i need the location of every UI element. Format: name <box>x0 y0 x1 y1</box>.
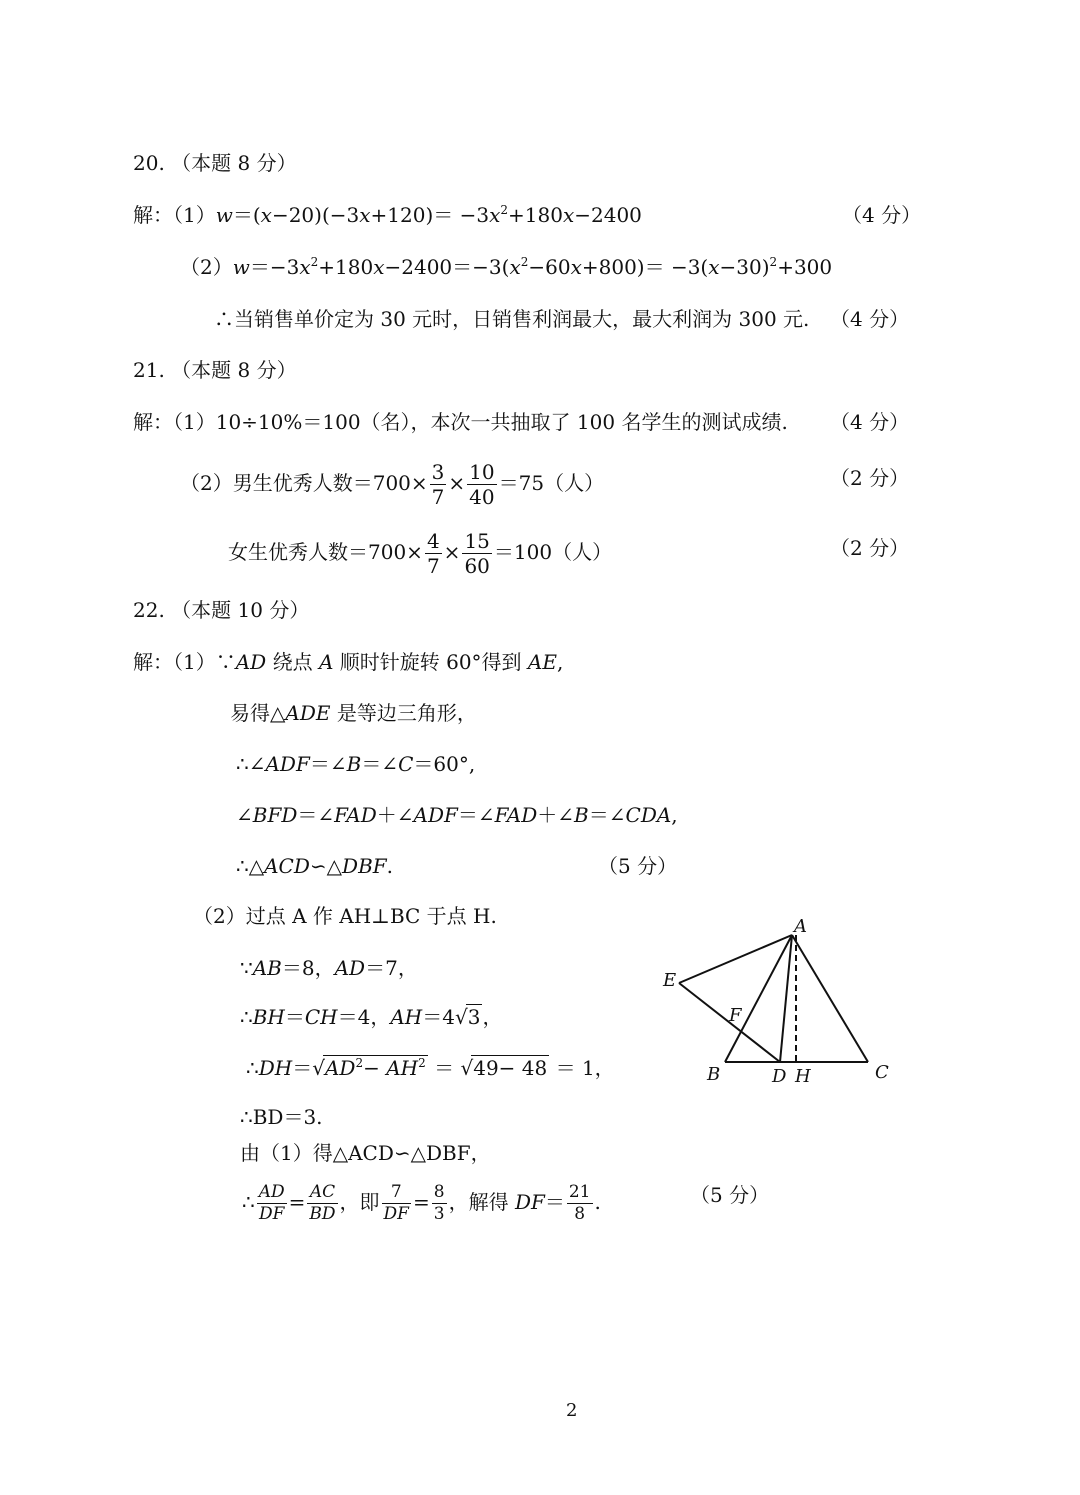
part-label: （2） <box>180 471 233 495</box>
part-label: （1） <box>173 203 216 227</box>
q21-part1 <box>133 409 788 435</box>
q20-part1: 解：$(1)w=(x-20)(-3x+120)= -3x^2+180x-2400$ <box>133 203 642 227</box>
segment-ae <box>679 935 792 983</box>
label-f: F <box>729 1005 742 1026</box>
q22-step-bh: ∴BH＝CH＝4，AH＝4√3 ， <box>240 1005 503 1029</box>
frac-num: 3 <box>431 460 445 484</box>
jie-label: 解： <box>133 410 173 434</box>
frac-den: 40 <box>469 485 495 509</box>
score-badge: （2 分） <box>830 466 910 490</box>
fraction <box>430 462 447 507</box>
q22-part1-line2: 易得△ADE 是等边三角形， <box>230 701 477 725</box>
q21-female-line: 女生优秀人数＝700× $\frac{4}{7}$ × $\frac{15}{60}$ ＝100（人） <box>228 529 613 578</box>
part-label: （2） <box>180 255 233 279</box>
q21-male-line: （2）男生优秀人数＝700× $\frac{3}{7}$ × $\frac{10}{40}$ ＝75（人） <box>180 460 605 509</box>
label-a: A <box>794 916 807 937</box>
fraction <box>425 531 442 576</box>
frac-den: 7 <box>431 485 445 509</box>
q22-step-similar: 由（1）得△ACD∽△DBF， <box>240 1141 491 1165</box>
frac-den: 7 <box>426 554 440 578</box>
q21-part1-text: （1）10÷10%＝100（名），本次一共抽取了 100 名学生的测试成绩. <box>173 410 788 434</box>
score-badge: （5 分） <box>598 854 678 878</box>
page-number: 2 <box>566 1400 578 1421</box>
female-result: ＝100（人） <box>493 540 613 564</box>
q20-conclusion: ∴当销售单价定为 30 元时，日销售利润最大，最大利润为 300 元. <box>214 307 810 331</box>
frac-den: 60 <box>464 554 490 578</box>
label-h: H <box>795 1066 811 1087</box>
frac-num: 10 <box>469 460 495 484</box>
part-label: （2） <box>193 904 246 928</box>
segment-ac <box>792 935 868 1062</box>
part-label: （1） <box>173 650 216 674</box>
q22-step-df: ∴ $\frac{AD}{DF}$ = $\frac{AC}{BD}$ ，即 $\frac{7}{DF}$ = $\frac{8}{3}$ ，解得 DF＝ $\frac{21}{8}$ . <box>242 1182 601 1224</box>
male-result: ＝75（人） <box>498 471 605 495</box>
male-prefix: 男生优秀人数＝700× <box>232 471 428 495</box>
jie-label: 解： <box>133 203 173 227</box>
score-badge: （2 分） <box>830 536 910 560</box>
q22-header: 22. （本题 10 分） <box>133 598 310 622</box>
fraction <box>462 531 491 576</box>
label-e: E <box>663 970 677 991</box>
q22-part1-line5: ∴△ACD∽△DBF. <box>236 854 393 878</box>
q20-part2: $(2)w=-3x^2+180x-2400=-3(x^2-60x+800)= -3(x-30)^2+300$ <box>180 255 833 279</box>
score-badge: （4 分） <box>842 203 922 227</box>
score-badge: （4 分） <box>830 410 910 434</box>
triangle-figure <box>655 910 905 1090</box>
jie-label: 解： <box>133 650 173 674</box>
fraction <box>467 462 496 507</box>
female-prefix: 女生优秀人数＝700× <box>228 540 423 564</box>
score-badge: （5 分） <box>690 1183 770 1207</box>
q22-part2-intro-text: 过点 A 作 AH⊥BC 于点 H. <box>245 904 497 928</box>
label-b: B <box>707 1064 721 1085</box>
frac-num: 4 <box>426 529 440 553</box>
frac-num: 15 <box>464 529 490 553</box>
q22-part1-line3: ∴∠ADF＝∠B＝∠C＝60°, <box>236 752 476 776</box>
score-badge: （4 分） <box>830 307 910 331</box>
q22-part1-line1: 解：（1）∵AD 绕点 A 顺时针旋转 60°得到 AE, <box>133 650 564 674</box>
q22-part1-line4: ∠BFD＝∠FAD＋∠ADF＝∠FAD＋∠B＝∠CDA, <box>236 803 678 827</box>
q22-step-bd: ∴BD＝3. <box>240 1105 323 1129</box>
label-c: C <box>875 1062 889 1083</box>
q20-header: 20. （本题 8 分） <box>133 151 297 175</box>
label-d: D <box>772 1066 787 1087</box>
q21-header: 21. （本题 8 分） <box>133 358 297 382</box>
q22-step-dh: $\therefore DH=√AD^2- AH^2 = √49- 48 = 1$， <box>246 1056 615 1080</box>
q22-step-given: ∵AB＝8，AD＝7， <box>240 956 418 980</box>
q22-part2-intro <box>193 903 497 929</box>
